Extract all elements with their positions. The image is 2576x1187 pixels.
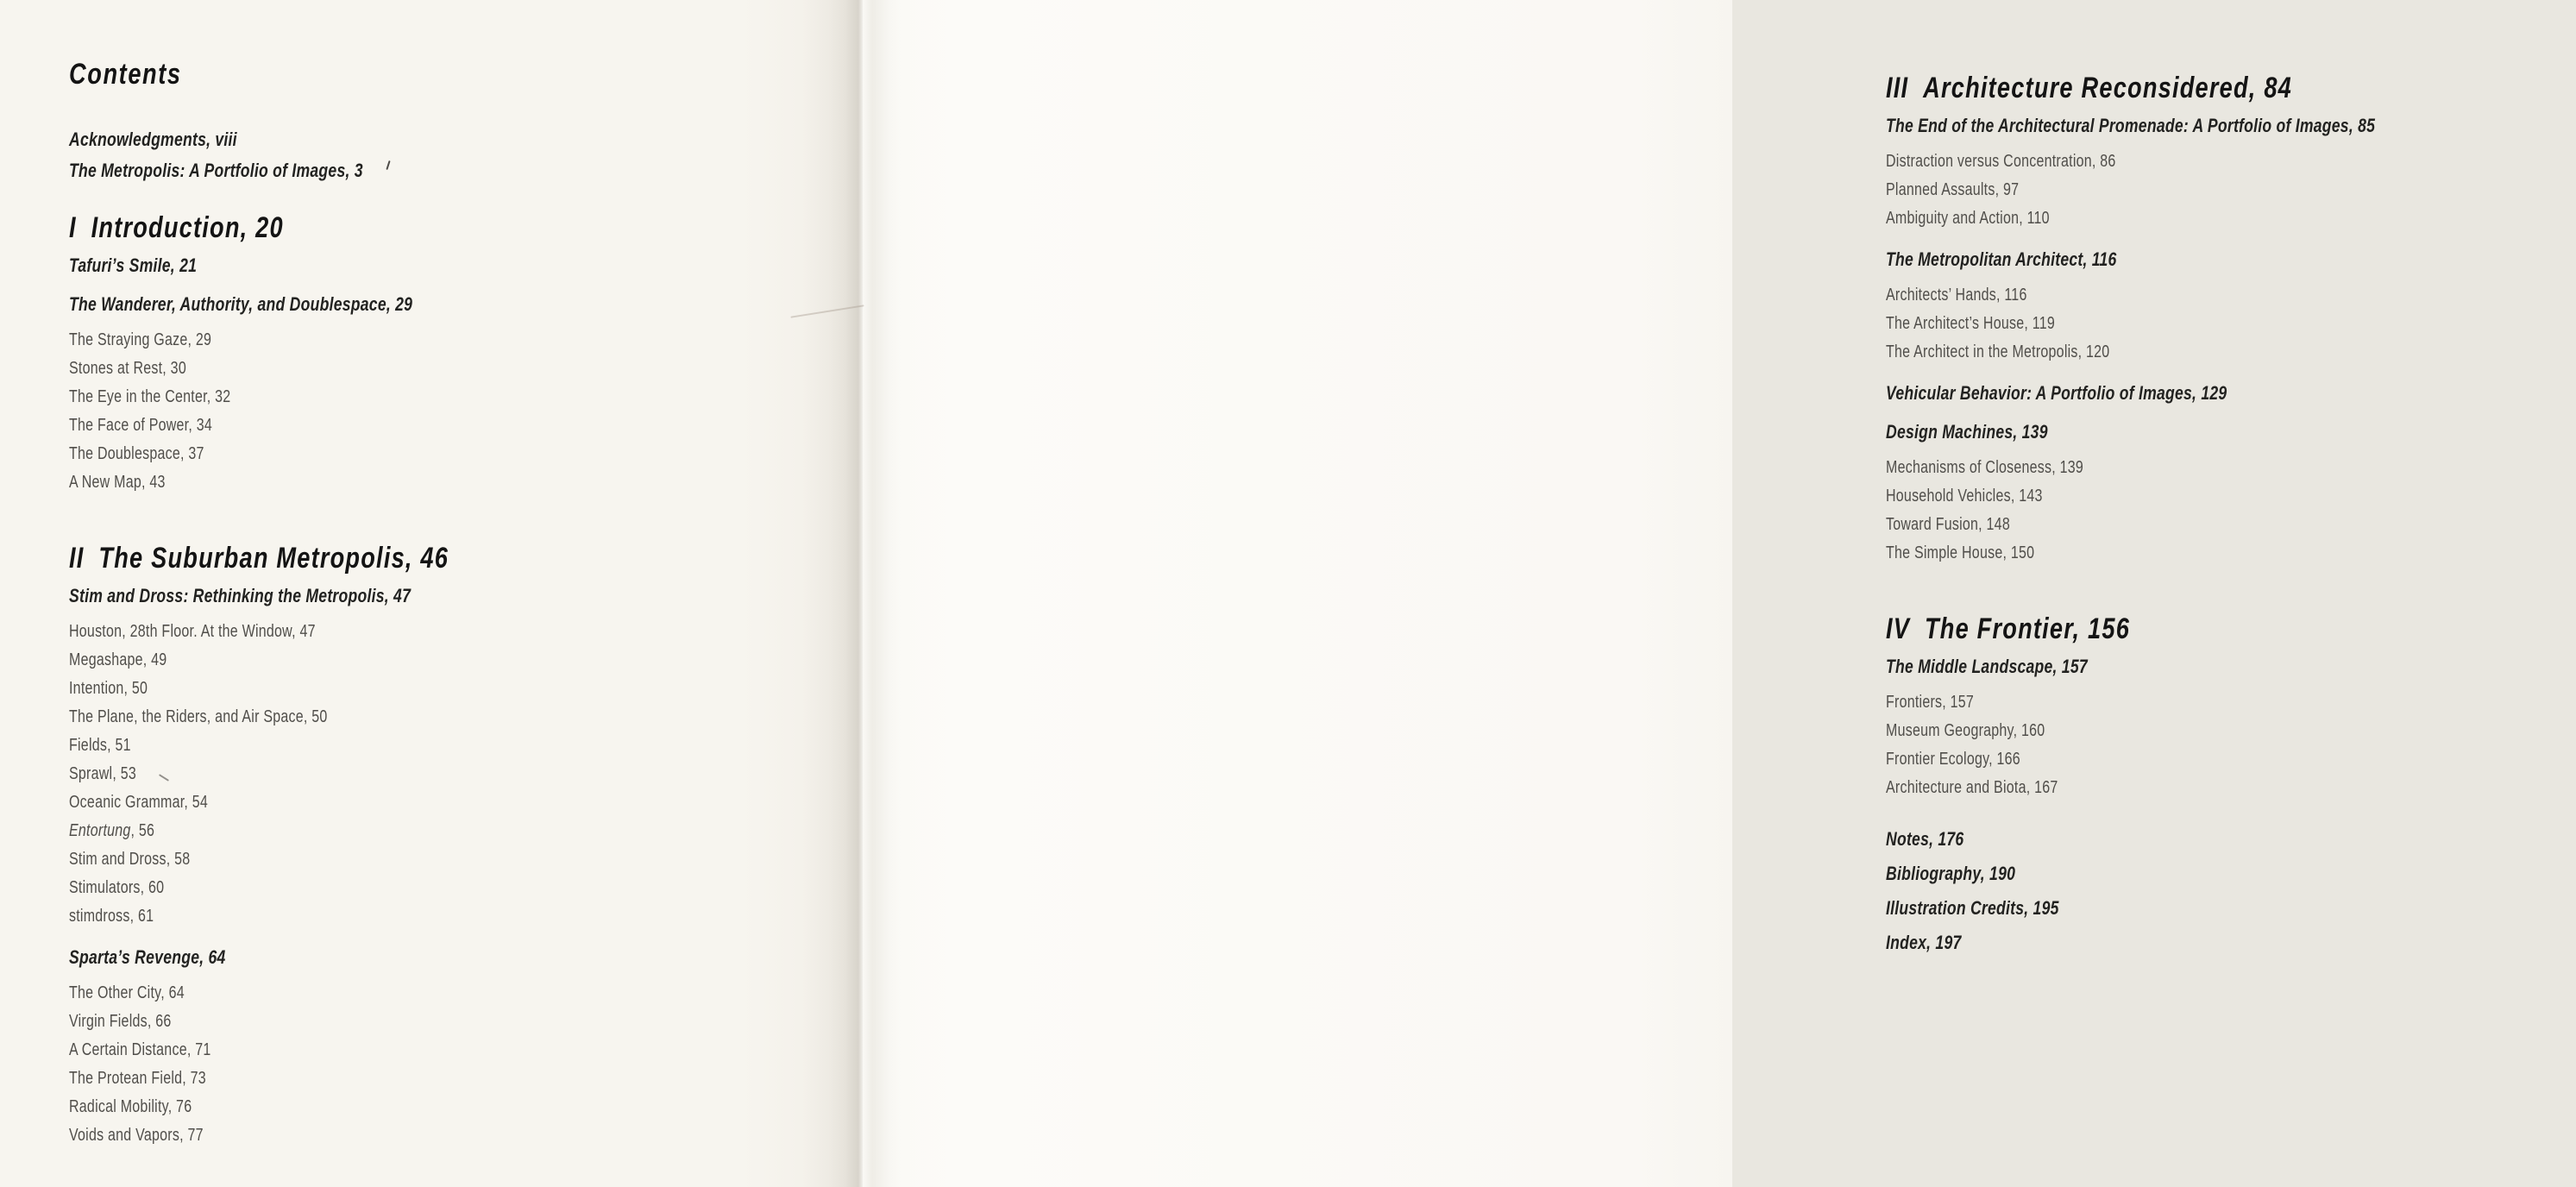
- backmatter-heading: [1886, 933, 2576, 953]
- entry-text: Voids and Vapors, 77: [69, 1126, 204, 1145]
- heading-text: Contents: [69, 58, 182, 91]
- heading-text: Design Machines, 139: [1886, 421, 2048, 443]
- toc-entry: [69, 735, 801, 756]
- frontmatter-heading: [69, 129, 801, 150]
- heading-text: Tafuri’s Smile, 21: [69, 254, 198, 276]
- toc-entry: [1886, 457, 2576, 478]
- entry-text: Architecture and Biota, 167: [1886, 778, 2058, 797]
- entry-text: Houston, 28th Floor. At the Window, 47: [69, 622, 316, 641]
- entry-text: Frontier Ecology, 166: [1886, 750, 2020, 769]
- toc-entry: [69, 820, 801, 841]
- left-page-content: [69, 60, 801, 1146]
- heading-text: The End of the Architectural Promenade: A Portfolio of Images, 85: [1886, 115, 2376, 136]
- entry-text: The Doublespace, 37: [69, 444, 204, 463]
- toc-entry: [1886, 486, 2576, 506]
- entry-text: Household Vehicles, 143: [1886, 487, 2043, 506]
- toc-entry: [69, 1011, 801, 1032]
- backmatter-heading: [1886, 829, 2576, 850]
- heading-text: The Suburban Metropolis, 46: [98, 542, 449, 575]
- entry-text: The Architect in the Metropolis, 120: [1886, 342, 2110, 361]
- heading-text: Index, 197: [1886, 932, 1962, 953]
- entry-text: Stones at Rest, 30: [69, 359, 186, 378]
- heading-text: Acknowledgments, viii: [69, 129, 237, 150]
- toc-entry: [1886, 208, 2576, 229]
- toc-entry: [1886, 749, 2576, 769]
- toc-entry: [1886, 777, 2576, 798]
- heading-text: Stim and Dross: Rethinking the Metropolis, 47: [69, 585, 412, 606]
- section-heading: [1886, 422, 2576, 443]
- heading-text: The Middle Landscape, 157: [1886, 656, 2088, 677]
- toc-entry: [1886, 151, 2576, 172]
- heading-text: Architecture Reconsidered, 84: [1923, 72, 2292, 104]
- toc-entry: [1886, 692, 2576, 713]
- toc-entry: [69, 849, 801, 870]
- entry-text: The Simple House, 150: [1886, 543, 2035, 562]
- entry-text: Sprawl, 53: [69, 764, 136, 783]
- toc-entry: [69, 330, 801, 350]
- chapter-heading: [69, 542, 801, 575]
- backmatter-heading: [1886, 864, 2576, 884]
- toc-entry: [69, 1039, 801, 1060]
- entry-text: Frontiers, 157: [1886, 693, 1975, 712]
- entry-text: Intention, 50: [69, 679, 148, 698]
- toc-entry: [69, 1068, 801, 1089]
- heading-text: Bibliography, 190: [1886, 863, 2016, 884]
- chapter-numeral: II: [69, 542, 85, 575]
- toc-entry: [1886, 342, 2576, 362]
- entry-text: A Certain Distance, 71: [69, 1040, 211, 1059]
- entry-text: Radical Mobility, 76: [69, 1097, 192, 1116]
- section-heading: [1886, 249, 2576, 270]
- chapter-numeral: I: [69, 211, 77, 244]
- toc-entry: [69, 443, 801, 464]
- entry-text: The Architect’s House, 119: [1886, 314, 2055, 333]
- section-heading: [69, 294, 801, 315]
- toc-entry: [69, 792, 801, 813]
- heading-text: The Metropolis: A Portfolio of Images, 3: [69, 160, 363, 181]
- backmatter-heading: [1886, 898, 2576, 919]
- section-heading: [69, 586, 801, 606]
- heading-text: Notes, 176: [1886, 828, 1964, 850]
- italic-term: Entortung: [69, 821, 131, 840]
- entry-text: Distraction versus Concentration, 86: [1886, 152, 2116, 171]
- toc-entry: [1886, 720, 2576, 741]
- chapter-heading: [1886, 74, 2576, 102]
- entry-text: The Face of Power, 34: [69, 416, 213, 435]
- entry-text: Oceanic Grammar, 54: [69, 793, 209, 812]
- right-page-content: [1886, 74, 2576, 953]
- toc-entry: [69, 386, 801, 407]
- chapter-heading: [69, 211, 801, 244]
- chapter-numeral: IV: [1886, 612, 1911, 645]
- toc-entry: [1886, 313, 2576, 334]
- entry-text: Ambiguity and Action, 110: [1886, 209, 2050, 228]
- entry-text: Stim and Dross, 58: [69, 850, 191, 869]
- entry-text: Fields, 51: [69, 736, 131, 755]
- toc-entry: [69, 1096, 801, 1117]
- section-heading: [1886, 383, 2576, 404]
- entry-text: The Protean Field, 73: [69, 1069, 206, 1088]
- frontmatter-heading: [69, 160, 801, 181]
- heading-text: Vehicular Behavior: A Portfolio of Images, 129: [1886, 382, 2227, 404]
- entry-text: The Other City, 64: [69, 983, 185, 1002]
- toc-entry: [69, 678, 801, 699]
- entry-text: Architects’ Hands, 116: [1886, 286, 2027, 305]
- entry-text: The Straying Gaze, 29: [69, 330, 212, 349]
- entry-text: , 56: [130, 821, 155, 840]
- entry-text: Planned Assaults, 97: [1886, 180, 2020, 199]
- heading-text: The Wanderer, Authority, and Doublespace, 29: [69, 293, 413, 315]
- entry-text: Museum Geography, 160: [1886, 721, 2045, 740]
- heading-text: The Frontier, 156: [1924, 612, 2131, 645]
- toc-entry: [69, 763, 801, 784]
- toc-entry: [1886, 285, 2576, 305]
- toc-entry: [69, 415, 801, 436]
- contents-title: [69, 60, 801, 89]
- heading-text: Illustration Credits, 195: [1886, 897, 2059, 919]
- toc-entry: [69, 621, 801, 642]
- toc-entry: [69, 877, 801, 898]
- toc-entry: [1886, 514, 2576, 535]
- toc-entry: [69, 650, 801, 670]
- toc-entry: [69, 472, 801, 493]
- toc-entry: [69, 906, 801, 926]
- heading-text: The Metropolitan Architect, 116: [1886, 248, 2117, 270]
- right-page: [863, 0, 2376, 1187]
- toc-entry: [69, 1125, 801, 1146]
- entry-text: Mechanisms of Closeness, 139: [1886, 458, 2084, 477]
- toc-entry: [69, 358, 801, 379]
- toc-entry: [69, 707, 801, 727]
- toc-entry: [1886, 179, 2576, 200]
- entry-text: The Eye in the Center, 32: [69, 387, 231, 406]
- heading-text: Introduction, 20: [91, 211, 284, 244]
- entry-text: stimdross, 61: [69, 907, 154, 926]
- entry-text: Toward Fusion, 148: [1886, 515, 2010, 534]
- toc-entry: [69, 983, 801, 1003]
- entry-text: Megashape, 49: [69, 650, 167, 669]
- section-heading: [1886, 116, 2576, 136]
- entry-text: Stimulators, 60: [69, 878, 165, 897]
- section-heading: [69, 255, 801, 276]
- chapter-heading: [1886, 612, 2576, 645]
- heading-text: Sparta’s Revenge, 64: [69, 946, 226, 968]
- entry-text: A New Map, 43: [69, 473, 166, 492]
- entry-text: Virgin Fields, 66: [69, 1012, 172, 1031]
- toc-entry: [1886, 543, 2576, 563]
- entry-text: The Plane, the Riders, and Air Space, 50: [69, 707, 328, 726]
- chapter-numeral: III: [1886, 72, 1909, 104]
- section-heading: [1886, 656, 2576, 677]
- section-heading: [69, 947, 801, 968]
- left-page: [0, 0, 863, 1187]
